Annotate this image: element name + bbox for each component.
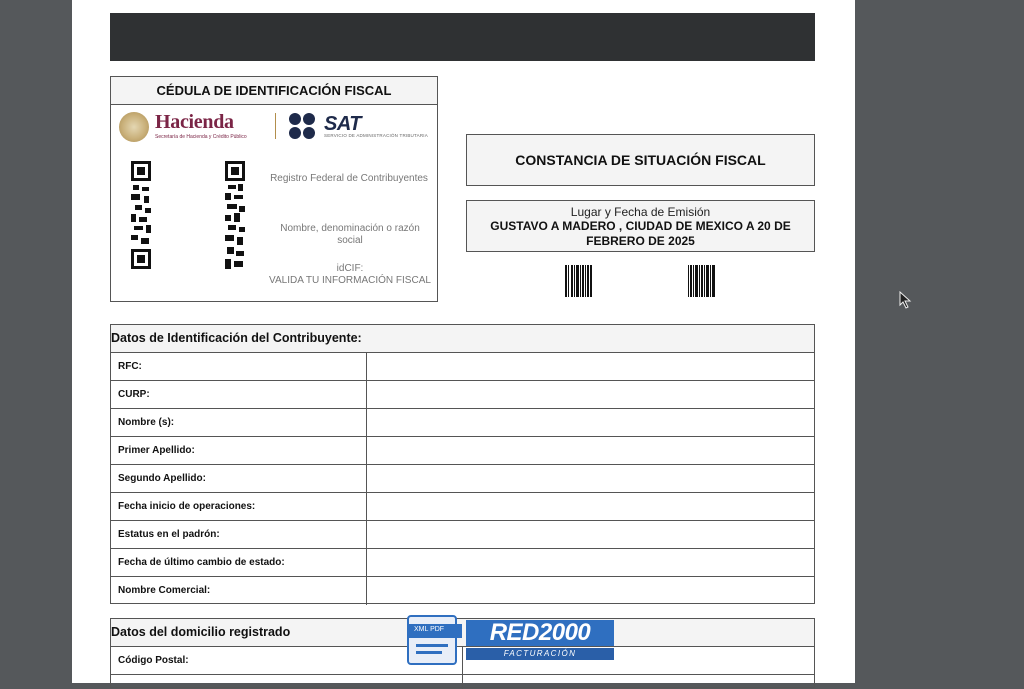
fecha-inicio-field-value bbox=[367, 493, 814, 520]
valida-caption: VALIDA TU INFORMACIÓN FISCAL bbox=[269, 275, 431, 286]
nombre-comercial-field-label: Nombre Comercial: bbox=[111, 577, 367, 605]
hacienda-seal-icon bbox=[119, 112, 149, 142]
table-row bbox=[111, 493, 814, 521]
sat-subtitle: SERVICIO DE ADMINISTRACIÓN TRIBUTARIA bbox=[324, 133, 428, 138]
segundo-apellido-field-value bbox=[367, 465, 814, 492]
red2000-watermark bbox=[406, 614, 614, 670]
nombres-field-label: Nombre (s): bbox=[111, 409, 367, 436]
hacienda-subtitle: Secretaría de Hacienda y Crédito Público bbox=[155, 134, 247, 140]
rfc-field-label: RFC: bbox=[111, 353, 367, 380]
fecha-inicio-field-label: Fecha inicio de operaciones: bbox=[111, 493, 367, 520]
lugar-fecha-value: GUSTAVO A MADERO , CIUDAD DE MEXICO A 20 DE FEBRERO DE 2025 bbox=[490, 219, 791, 248]
segundo-apellido-field-label: Segundo Apellido: bbox=[111, 465, 367, 492]
document-page bbox=[72, 0, 855, 683]
curp-field-value bbox=[367, 381, 814, 408]
estatus-field-label: Estatus en el padrón: bbox=[111, 521, 367, 548]
logo-divider bbox=[275, 113, 276, 139]
qr-code-icon bbox=[131, 161, 151, 269]
estatus-field-value bbox=[367, 521, 814, 548]
lugar-fecha-box bbox=[466, 200, 815, 252]
brand-logo: RED2000 bbox=[466, 620, 614, 646]
rfc-field-value bbox=[367, 353, 814, 380]
nombres-field-value bbox=[367, 409, 814, 436]
next-field-label bbox=[111, 675, 463, 689]
logos-row bbox=[117, 109, 435, 143]
table-row bbox=[111, 437, 814, 465]
document-icon bbox=[406, 614, 464, 666]
primer-apellido-field-label: Primer Apellido: bbox=[111, 437, 367, 464]
table-row bbox=[111, 675, 814, 689]
table-row bbox=[111, 521, 814, 549]
idcif-caption: idCIF: bbox=[336, 263, 364, 274]
domicilio-title: Datos del domicilio registrado bbox=[111, 619, 814, 647]
table-row bbox=[111, 381, 814, 409]
hacienda-logo: Hacienda bbox=[155, 111, 234, 133]
qr-code-icon bbox=[225, 161, 245, 269]
cedula-box bbox=[110, 76, 438, 302]
table-row bbox=[111, 465, 814, 493]
rfc-caption: Registro Federal de Contribuyentes bbox=[270, 173, 428, 184]
primer-apellido-field-value bbox=[367, 437, 814, 464]
codigo-postal-field-label: Código Postal: bbox=[111, 647, 463, 674]
idcif-block bbox=[267, 263, 433, 287]
barcode-icon bbox=[688, 265, 715, 297]
fecha-cambio-field-label: Fecha de último cambio de estado: bbox=[111, 549, 367, 576]
fecha-cambio-field-value bbox=[367, 549, 814, 576]
nombre-comercial-field-value bbox=[367, 577, 814, 605]
lugar-fecha-label: Lugar y Fecha de Emisión bbox=[570, 205, 711, 219]
document-icon-label: XML PDF bbox=[414, 626, 445, 633]
table-row bbox=[111, 577, 814, 605]
sat-logo-icon bbox=[287, 112, 319, 140]
constancia-title: CONSTANCIA DE SITUACIÓN FISCAL bbox=[466, 134, 815, 186]
mouse-cursor-icon bbox=[899, 291, 913, 309]
identificacion-table bbox=[110, 324, 815, 604]
next-field-value bbox=[463, 675, 814, 689]
table-row bbox=[111, 353, 814, 381]
nombre-caption: Nombre, denominación o razón social bbox=[280, 223, 420, 246]
cedula-title: CÉDULA DE IDENTIFICACIÓN FISCAL bbox=[111, 77, 437, 105]
barcode-icon bbox=[565, 265, 592, 297]
curp-field-label: CURP: bbox=[111, 381, 367, 408]
brand-tagline: FACTURACIÓN ELECTRÓNICA bbox=[466, 648, 614, 660]
header-bar bbox=[110, 13, 815, 61]
identificacion-title: Datos de Identificación del Contribuyente: bbox=[111, 325, 814, 353]
table-row bbox=[111, 409, 814, 437]
table-row bbox=[111, 549, 814, 577]
sat-logo: SAT bbox=[324, 113, 362, 135]
